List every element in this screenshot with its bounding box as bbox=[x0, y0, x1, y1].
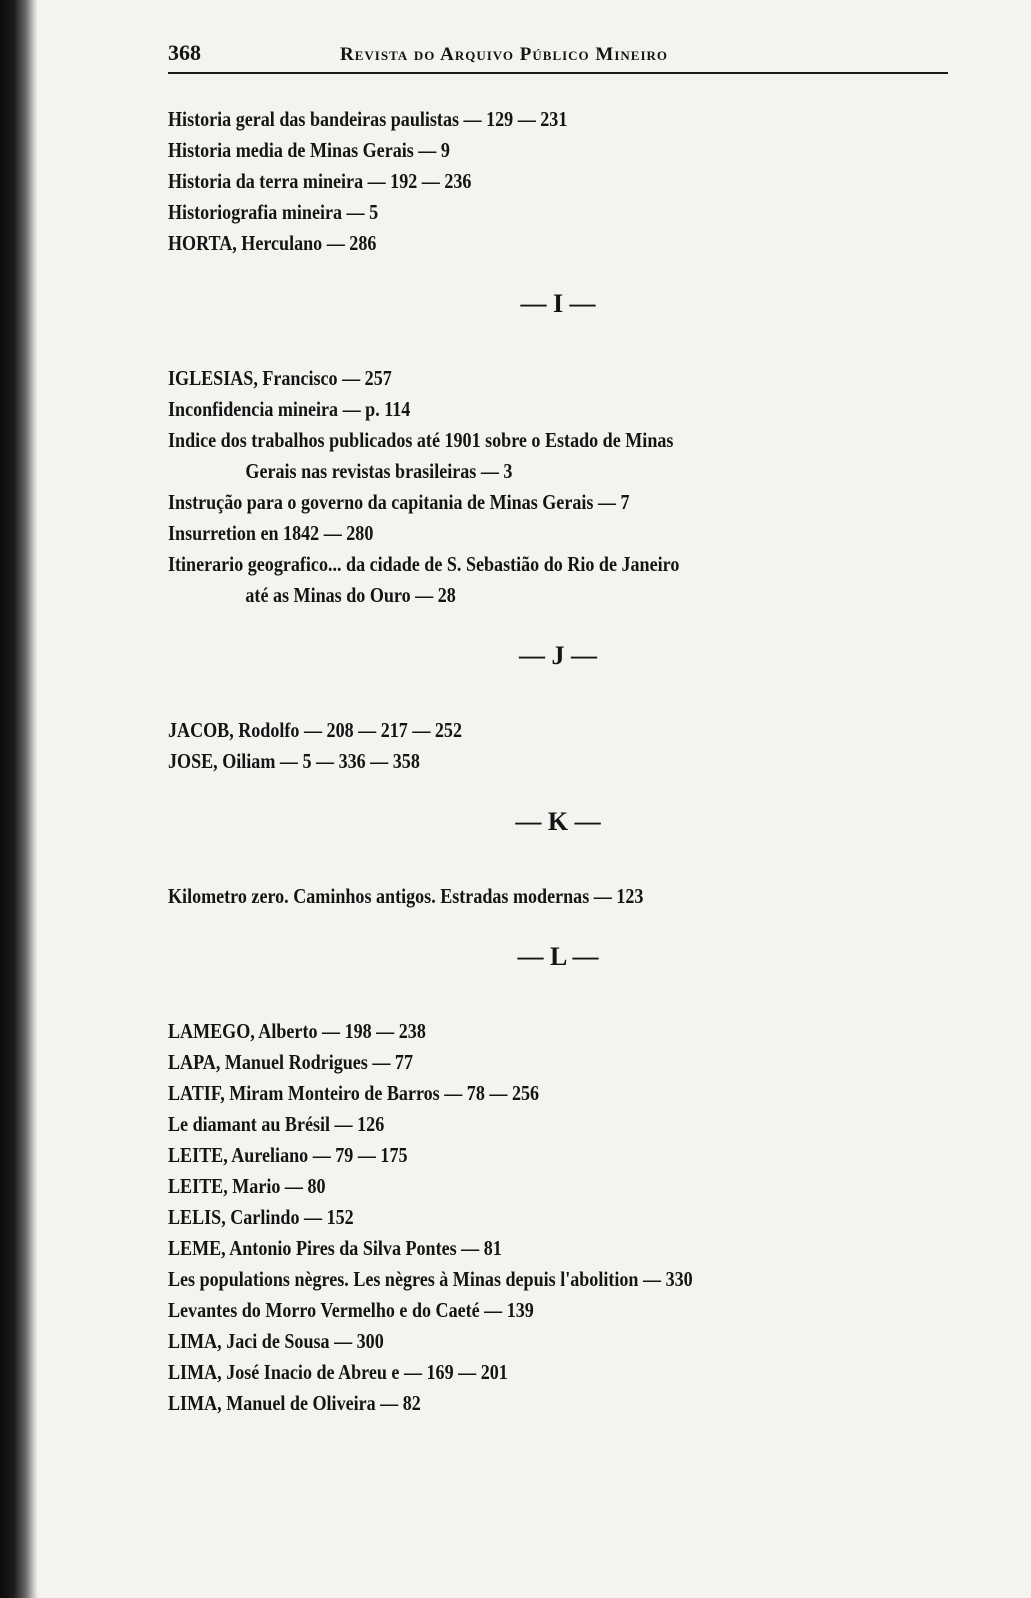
index-entry: Kilometro zero. Caminhos antigos. Estradas modernas — 123 bbox=[168, 884, 644, 908]
index-entry: LELIS, Carlindo — 152 bbox=[168, 1205, 354, 1229]
section-letter-heading: — J — bbox=[519, 641, 597, 670]
index-section bbox=[168, 942, 968, 1419]
index-entry: Historia geral das bandeiras paulistas — 129 — 231 bbox=[168, 107, 568, 131]
index-section bbox=[168, 104, 968, 259]
page-header bbox=[168, 40, 948, 74]
index-entry: Le diamant au Brésil — 126 bbox=[168, 1112, 385, 1136]
index-entry: LIMA, José Inacio de Abreu e — 169 — 201 bbox=[168, 1360, 508, 1384]
index-entry: LATIF, Miram Monteiro de Barros — 78 — 256 bbox=[168, 1081, 540, 1105]
index-entry: LIMA, Jaci de Sousa — 300 bbox=[168, 1329, 384, 1353]
index-entry: LEITE, Aureliano — 79 — 175 bbox=[168, 1143, 408, 1167]
index-entry: LEITE, Mario — 80 bbox=[168, 1174, 326, 1198]
section-letter-heading: — I — bbox=[520, 289, 596, 318]
index-entry: Instrução para o governo da capitania de Minas Gerais — 7 bbox=[168, 490, 630, 514]
section-letter-heading: — K — bbox=[515, 807, 601, 836]
index-entry: JACOB, Rodolfo — 208 — 217 — 252 bbox=[168, 718, 462, 742]
running-title: Revista do Arquivo Público Mineiro bbox=[340, 44, 669, 65]
section-letter-heading: — L — bbox=[517, 942, 599, 971]
index-entry: HORTA, Herculano — 286 bbox=[168, 231, 377, 255]
index-entry: Historiografia mineira — 5 bbox=[168, 200, 379, 224]
index-entry: IGLESIAS, Francisco — 257 bbox=[168, 366, 392, 390]
index-entry: Historia da terra mineira — 192 — 236 bbox=[168, 169, 472, 193]
index-entries bbox=[168, 104, 968, 1419]
document-page bbox=[168, 40, 968, 1419]
index-section bbox=[168, 641, 968, 777]
index-entry: Inconfidencia mineira — p. 114 bbox=[168, 397, 411, 421]
book-binding-shadow bbox=[0, 0, 38, 1598]
index-section bbox=[168, 289, 968, 611]
index-entry: LEME, Antonio Pires da Silva Pontes — 81 bbox=[168, 1236, 502, 1260]
index-entry-continuation: até as Minas do Ouro — 28 bbox=[245, 583, 456, 607]
page-number: 368 bbox=[168, 40, 201, 65]
index-entry: Levantes do Morro Vermelho e do Caeté — 139 bbox=[168, 1298, 534, 1322]
index-entry-continuation: Gerais nas revistas brasileiras — 3 bbox=[245, 459, 513, 483]
index-section bbox=[168, 807, 968, 912]
index-entry: Itinerario geografico... da cidade de S. Sebastião do Rio de Janeiro bbox=[168, 552, 680, 576]
index-entry: Insurretion en 1842 — 280 bbox=[168, 521, 374, 545]
index-entry: LAMEGO, Alberto — 198 — 238 bbox=[168, 1019, 426, 1043]
index-entry: LIMA, Manuel de Oliveira — 82 bbox=[168, 1391, 421, 1415]
index-entry: LAPA, Manuel Rodrigues — 77 bbox=[168, 1050, 413, 1074]
index-entry: Indice dos trabalhos publicados até 1901 sobre o Estado de Minas bbox=[168, 428, 674, 452]
index-entry: Historia media de Minas Gerais — 9 bbox=[168, 138, 450, 162]
index-entry: JOSE, Oiliam — 5 — 336 — 358 bbox=[168, 749, 420, 773]
index-entry: Les populations nègres. Les nègres à Minas depuis l'abolition — 330 bbox=[168, 1267, 693, 1291]
